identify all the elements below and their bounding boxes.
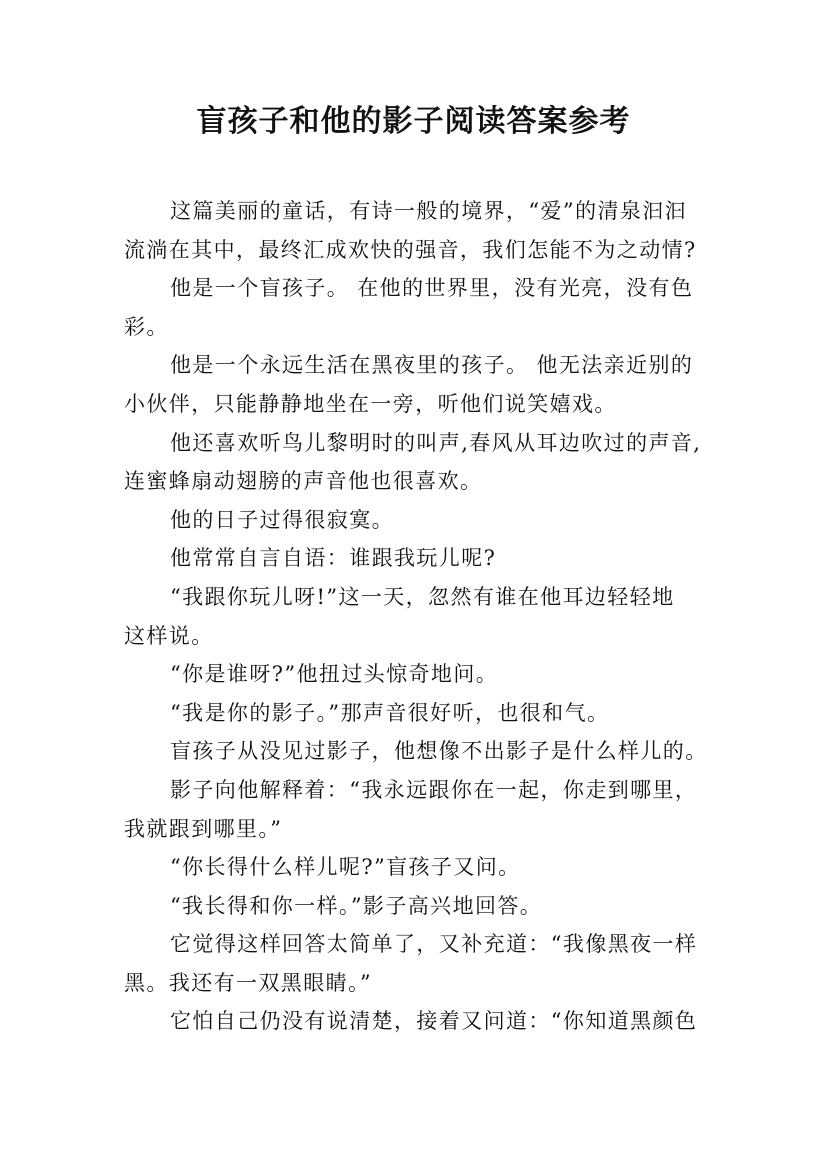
text-line: 他的日子过得很寂寞。 <box>170 507 394 532</box>
text-line: “你长得什么样儿呢?”盲孩子又问。 <box>170 855 521 880</box>
text-line: 连蜜蜂扇动翅膀的声音他也很喜欢。 <box>124 469 483 494</box>
text-line: 影子向他解释着：“我永远跟你在一起，你走到哪里， <box>170 777 698 802</box>
text-line: 小伙伴，只能静静地坐在一旁，听他们说笑嬉戏。 <box>124 391 617 416</box>
text-line: 他是一个盲孩子。 在他的世界里，没有光亮，没有色 <box>170 276 694 301</box>
text-line: 盲孩子从没见过影子，他想像不出影子是什么样儿的。 <box>170 739 708 764</box>
text-line: 这样说。 <box>124 623 214 648</box>
text-line: “你是谁呀?”他扭过头惊奇地问。 <box>170 662 499 687</box>
text-line: 它怕自己仍没有说清楚，接着又问道：“你知道黑颜色 <box>170 1009 698 1034</box>
text-line: 我就跟到哪里。” <box>124 816 283 841</box>
text-line: “我长得和你一样。”影子高兴地回答。 <box>170 893 543 918</box>
text-line: 他还喜欢听鸟儿黎明时的叫声,春风从耳边吹过的声音, <box>170 430 702 455</box>
text-line: “我是你的影子。”那声音很好听，也很和气。 <box>170 700 610 725</box>
text-line: 彩。 <box>124 314 169 339</box>
text-line: 他是一个永远生活在黑夜里的孩子。 他无法亲近别的 <box>170 353 694 378</box>
text-line: 它觉得这样回答太简单了，又补充道：“我像黑夜一样 <box>170 932 698 957</box>
text-line: “我跟你玩儿呀!”这一天，忽然有谁在他耳边轻轻地 <box>170 584 675 609</box>
text-line: 这篇美丽的童话，有诗一般的境界，“爱”的清泉汩汩 <box>170 199 688 223</box>
text-line: 黑。我还有一双黑眼睛。” <box>124 970 373 995</box>
text-line: 流淌在其中，最终汇成欢快的强音，我们怎能不为之动情? <box>124 237 697 262</box>
document-title: 盲孩子和他的影子阅读答案参考 <box>196 104 631 139</box>
text-line: 他常常自言自语：谁跟我玩儿呢? <box>170 546 497 571</box>
document-body <box>124 192 708 1041</box>
